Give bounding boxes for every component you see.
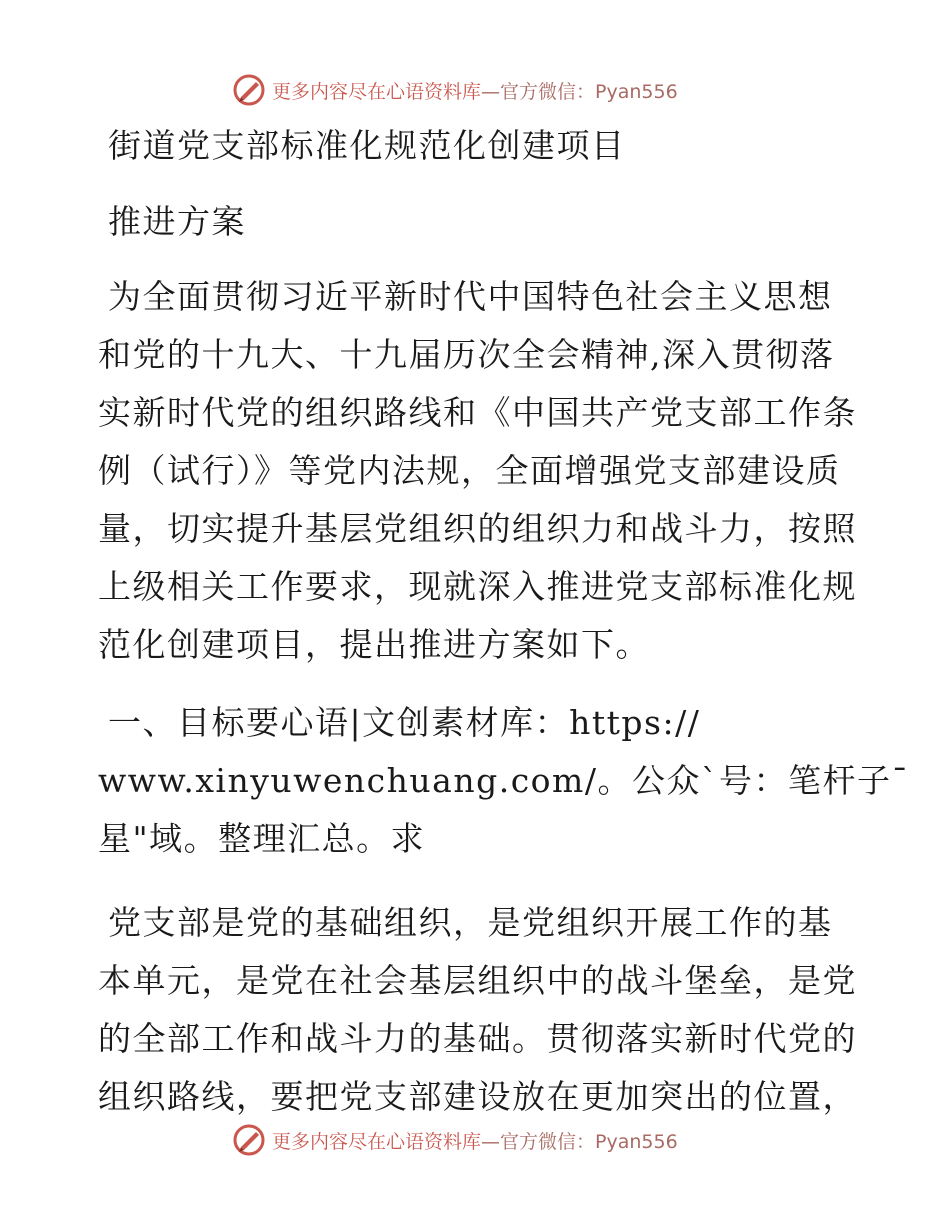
banner-wechat-id: Pyan556 xyxy=(595,80,678,103)
banner-text xyxy=(272,1127,678,1154)
section-heading-1 xyxy=(98,694,910,868)
banner-dash: — xyxy=(481,1130,501,1153)
pen-logo-icon xyxy=(232,1123,266,1157)
body-line: 组织路线，要把党支部建设放在更加突出的位置， xyxy=(98,1077,857,1116)
intro-line: 范化创建项目，提出推进方案如下。 xyxy=(98,625,650,664)
document-body xyxy=(98,120,910,1126)
intro-line: 为全面贯彻习近平新时代中国特色社会主义思想 xyxy=(108,277,833,316)
intro-line: 例（试行）》等党内法规，全面增强党支部建设质 xyxy=(98,451,841,490)
section-line: www.xinyuwenchuang.com/。公众`号：笔杆子¯ xyxy=(98,761,910,800)
document-title-line-2: 推进方案 xyxy=(108,202,246,241)
banner-text xyxy=(272,77,678,104)
banner-wechat-id: Pyan556 xyxy=(595,1130,678,1153)
header-banner xyxy=(232,70,678,110)
footer-banner xyxy=(232,1120,678,1160)
banner-dash: — xyxy=(481,80,501,103)
body-line: 党支部是党的基础组织，是党组织开展工作的基 xyxy=(108,903,833,942)
banner-slogan: 更多内容尽在心语资料库 xyxy=(272,80,482,103)
intro-line: 上级相关工作要求，现就深入推进党支部标准化规 xyxy=(98,567,857,606)
document-title-line-1: 街道党支部标准化规范化创建项目 xyxy=(108,126,626,165)
intro-line: 实新时代党的组织路线和《中国共产党支部工作条 xyxy=(98,393,857,432)
body-line: 本单元，是党在社会基层组织中的战斗堡垒，是党 xyxy=(98,961,857,1000)
pen-logo-icon xyxy=(232,73,266,107)
body-paragraph xyxy=(98,894,857,1126)
banner-slogan: 更多内容尽在心语资料库 xyxy=(272,1130,482,1153)
banner-wechat-label: 官方微信： xyxy=(500,1130,596,1153)
intro-line: 和党的十九大、十九届历次全会精神,深入贯彻落 xyxy=(98,335,835,374)
banner-wechat-label: 官方微信： xyxy=(500,80,596,103)
section-line: 一、目标要心语|文创素材库：https:// xyxy=(108,703,701,742)
section-line: 星"域。整理汇总。求 xyxy=(98,819,426,858)
intro-paragraph xyxy=(98,268,857,674)
body-line: 的全部工作和战斗力的基础。贯彻落实新时代党的 xyxy=(98,1019,857,1058)
intro-line: 量，切实提升基层党组织的组织力和战斗力，按照 xyxy=(98,509,857,548)
